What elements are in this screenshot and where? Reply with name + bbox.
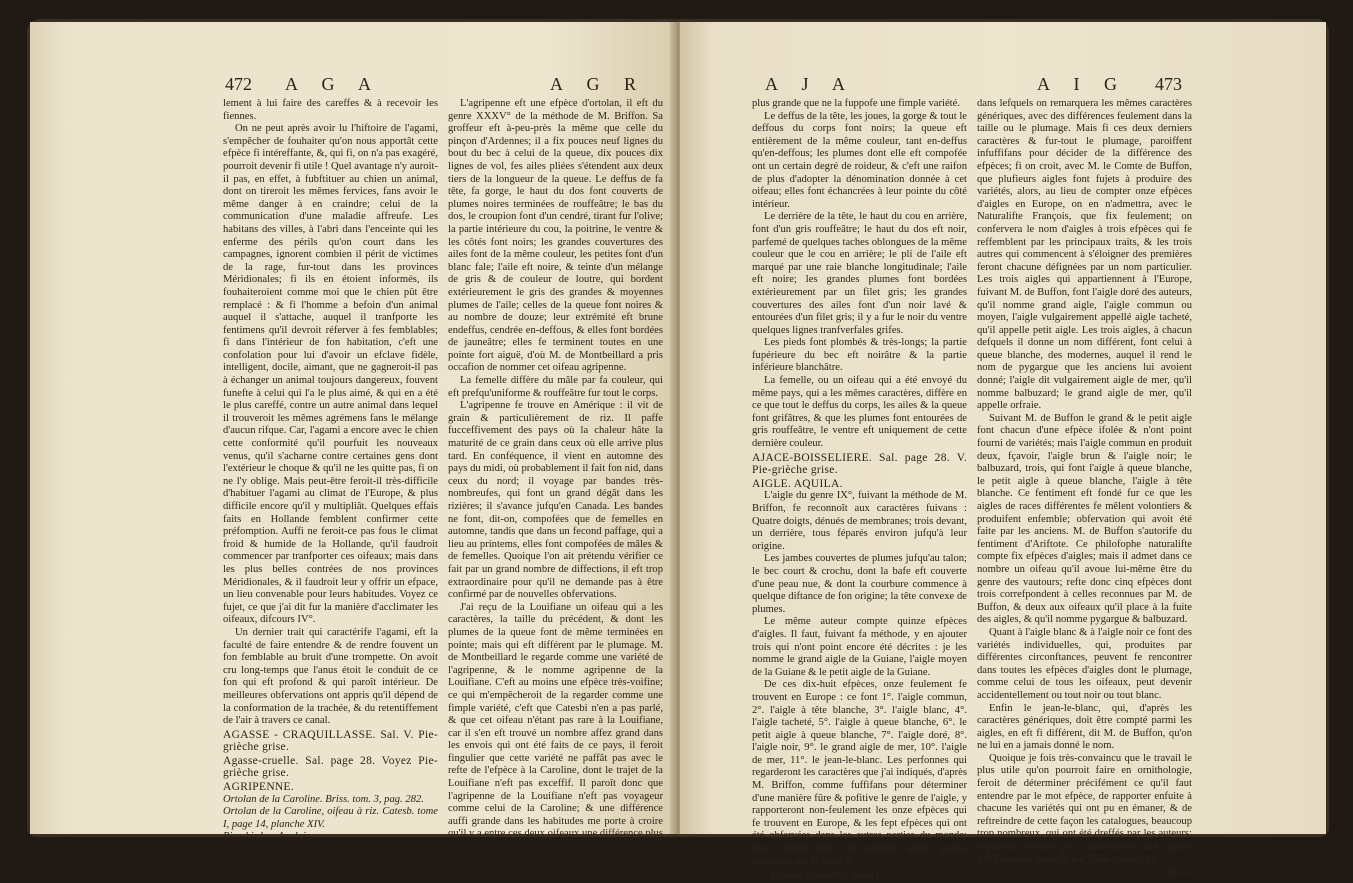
running-head-right-1: A J A (765, 74, 856, 94)
paragraph: De ces dix-huit efpèces, onze feulement fe trouvent en Europe : ce font 1°. l'aigle commun, 2°. l'aigle à tête blanche, 3°. l'aigle blanc, 4°. l'aigle tacheté, 5°. l'aigle à queue blanche, 6°. le petit aigle à queue blanche, 7°. l'aigle doré, 8°. l'aigle noir, 9°. le grand aigle de mer, 10°. l'aigle de mer, 11°. le jean-le-blanc. Les perfonnes qui regarderont les caractères que j'ai indiqués, d'après M. Briffon, comme fuffifans pour déterminer d'une manière fûre & pofitive le genre de l'aigle, y rapporteront non-feulement les onze efpèces qui fe trouvent en Europe, & les fept efpèces qui ont été obfervées dans les autres parties du monde; mais même tous les oifeaux qu'on pourra connoître par la fuite, & (752, 679, 967, 867)
left-page-header (30, 74, 676, 96)
paragraph: Les jambes couvertes de plumes jufqu'au talon; le bec court & crochu, dont la bafe eft couverte d'une peau nue, & dont la courbure commence à quelque diftance de fon origine; la tête convexe de plumes. (752, 553, 967, 615)
entry-heading: AJACE-BOISSELIERE. Sal. page 28. V. Pie-grièche grise. (752, 451, 967, 477)
paragraph: J'ai reçu de la Louifiane un oifeau qui a les caractères, la taille du précédent, & dont les plumes de la queue font de même terminées en pointe; mais qui eft différent par le plumage. M. de Montbeillard le regarde comme une variété de l'agripenne, & le nomme agripenne de la Louifiane. C'eft au moins une efpèce très-voifine; ce qui m'empêcheroit de la regarder comme une fimple variété, c'eft que Catesbi n'en a pas parlé, & que cet oifeau n'étant pas rare à la Louifiane, car il s'en eft trouvé un nombre affez grand dans les envois qui ont été faits de ce pays, il feroit fingulier que cette variété ne paffât pas avec le refte de l'efpèce à la Caroline, dont le trajet de la Louifiane n'eft pas exceffif. Il paroît donc que l'agripenne de la Louifiane n'eft pas voyageur comme celui de la Caroline; & une différence auffi grande dans les habitudes me porte à croire qu'il y a entre ces deux oifeaux une différence plus (448, 601, 663, 840)
paragraph: Enfin le jean-le-blanc, qui, d'après les caractères génériques, doit être compté parmi les aigles, en eft fi différent, dit M. de Buffon, qu'on ne lui en a jamais donné le nom. (977, 702, 1192, 752)
page-footer: Hiftoire Naturelle. Tome I. (770, 870, 883, 882)
paragraph: lement à lui faire des careffes & à recevoir les fiennes. (223, 98, 438, 122)
entry-heading: AGASSE - CRAQUILLASSE. Sal. V. Pie-grièche grise. (223, 728, 438, 754)
entry-heading: Agasse-cruelle. Sal. page 28. Voyez Pie-grièche grise. (223, 754, 438, 780)
paragraph: dans lefquels on remarquera les mêmes caractères génériques, avec des différences feulement dans la taille ou le plumage. Mais fi ces deux derniers caractères & fur-tout le plumage, paroiffent infuffifans pour décider de la différence des efpèces; fi on croit, avec M. le Comte de Buffon, que plufieurs aigles font fujets à produire des variétés, alors, au lieu de compter onze efpèces d'aigles en Europe, on en n'admettra, avec le Naturalifte François, que fix feulement; on confervera le nom d'aigles à trois efpèces qui fe reffemblent par les principaux traits, & les trois autres qui commencent à s'éloigner des premières feront chacune défignées par un nom particulier. Les trois aigles qui appartiennent à l'Europe, fuivant M. de Buffon, font l'aigle doré des auteurs, qu'il nomme grand aigle, l'aigle commun ou moyen, l'aigle vulgairement appellé aigle tacheté, qu'il appelle petit aigle. Les trois aigles, à chacun defquels il donne un nom différent, font celui à queue blanche, des modernes, auquel il rend le nom de pygargue que les anciens lui avoient donné; l'aigle dit vulgairement aigle de mer, qu'il nomme balbuzard; le grand aigle de mer, qu'il appelle orfraie. (977, 98, 1192, 412)
entry-heading: AIGLE. AQUILA. (752, 477, 843, 490)
right-page (680, 22, 1326, 882)
running-head-left-2: A G R (550, 74, 647, 94)
paragraph: L'agripenne fe trouve en Amérique : il vit de grain & particulièrement de riz. Il paffe fucceffivement des pays où la chaleur hâte la maturité de ce grain dans ceux où elle arrive plus tard. En conféquence, il vient en automne des pays du midi, où probablement il fait fon nid, dans ceux du nord; il voyage par bandes très-nombreufes, qui font un grand dégât dans les rizières; il s'avance jufqu'en Canada. Les bandes ne font, dit-on, compofées que de femelles en automne, tandis que dans un fecond paffage, qui a lieu au printems, elles font compofées de mâles & de femelles. Quoique l'on ait prétendu vérifier ce fait par un grand nombre de diffections, il eft trop extraordinaire pour qu'il ne demande pas à être confirmé par de nouvelles obfervations. (448, 400, 663, 601)
paragraph: Quoique je fois très-convaincu que le travail le plus utile qu'on pourroit faire en ornithologie, feroit de déterminer précifément ce qu'il faut entendre par le mot efpèce, de rapporter enfuite à chacune les variétés qui ont pu en émaner, & de reftreindre de cette façon les catalogues, beaucoup trop nombreux, qui ont été dreffés par les auteurs; cependant n'étant pas, relativement aux aigles, fuffifamment autorifé par l'obfervation, en (977, 752, 1192, 865)
left-page-column-2 (448, 98, 663, 840)
paragraph: La femelle, ou un oifeau qui a été envoyé du même pays, qui a les mêmes caractères, diffère en ce que tout le deffus du corps, les ailes & la queue font grifâtres, & que les plumes font entourées de gris rouffeâtre, le ventre eft uniquement de cette dernière couleur. (752, 375, 967, 450)
signature-mark: O o o (1168, 867, 1192, 879)
page-number-left: 472 (225, 74, 252, 94)
paragraph: L'agripenne eft une efpèce d'ortolan, il eft du genre XXXV° de la méthode de M. Briffon. Sa groffeur eft à-peu-près la même que celle du pinçon d'Ardennes; il a fix pouces neuf lignes du bout du bec à celui de la queue, dix pouces dix lignes de vol, fes ailes pliées s'étendent aux deux tiers de la longueur de la queue. Le deffus de fa tête, fa gorge, le haut du dos font couverts de plumes noires terminées de rouffeâtre; le bas du dos, le croupion font d'un cendré, tirant fur l'olive; la partie intérieure du cou, la poitrine, le ventre & les côtés font noirs; les grandes couvertures des ailes font de la même couleur, les petites font d'un blanc fale; l'aile eft noire, & teinte d'un mélange de gris & de couleur de loutre, qui bordent extérieurement le gris des grandes & moyennes plumes de l'aile; celles de la queue font noires & au nombre de douze; leur extrémité eft brune endeffus, cendrée en-deffous, & elles font bordées de jauneâtre; elles fe terminent toutes en une pointe fort aiguë, d'où M. de Montbeillard a pris occafion de nommer cet oifeau agripenne. (448, 98, 663, 374)
running-head-right-2: A I G (1037, 74, 1127, 94)
paragraph: Quant à l'aigle blanc & à l'aigle noir ce font des variétés individuelles, qui, produites par différentes circonftances, peuvent fe rencontrer dans toutes les efpèces d'aigles dont le plumage, comme celui de tous les oifeaux, peut devenir accidentellement ou tout noir ou tout blanc. (977, 626, 1192, 701)
paragraph: On ne peut après avoir lu l'hiftoire de l'agami, s'empêcher de fouhaiter qu'on nous apportât cette efpèce fi intéreffante, &, qui fi, on n'a pas exagéré, pourroit devenir fi utile ! Quel avantage n'y auroit-il pas, en effet, à fubftituer au chien un animal, dont on tireroit les mêmes fervices, fans avoir le même danger à en craindre; celui de la communication d'une maladie affreufe. Les habitans des villes, à l'abri dans l'enceinte qui les enferme des périls qu'on court dans les campagnes, ignorent combien il périt de victimes de la rage, fur-tout dans les provinces Méridionales; fi ils en étoient informés, ils fouhaiteroient comme moi que le chien pût être remplacé : & fi l'homme a befoin d'un animal auquel il s'attache, auquel il tranfporte les fentimens qu'il devroit réferver à fes femblables; fi dans l'intérieur de fon habitation, c'eft une confolation pour lui d'avoir un efclave fidèle, intelligent, docile, aimant, que ne gagneroit-il pas à échanger un animal toujours dangereux, fouvent funefte à celui qui l'a le plus aimé, & qui en a été le plus careffé, contre un autre animal dans lequel il trouveroit les mêmes agrémens fans le mélange d'aucun rifque. Car, l'agami a encore avec le chien cette conformité qu'il pourfuit les nouveaux venus, qu'il s'acharne contre certaines gens dont l'extérieur le choque & qu'il ne les quitte pas, fi on ne l'y oblige. Mais peut-être feroit-il très-difficile d'habituer l'agami au climat de l'Europe, & plus difficile encore qu'il y multipliât. Quelques effais faits en Hollande femblent confirmer cette préfomption. Auffi ne feroit-ce pas fous le climat froid & humide de la Hollande, qu'il faudroit commencer par tranfporter ces oifeaux; mais dans les plus belles contrées de nos provinces Méridionales, & il faudroit leur y offrir un efpace, un lieu convenable pour leurs habitudes. Voyez ce fujet, ce que j'ai dit fur la manière d'acclimater les oifeaux, difcours IV°. (223, 123, 438, 626)
left-page-column-1 (223, 98, 438, 843)
right-page-header (680, 74, 1326, 96)
running-head-left-1: A G A (285, 74, 382, 94)
paragraph: Le derrière de la tête, le haut du cou en arrière, font d'un gris rouffeâtre; le haut du dos eft noir, parfemé de quelques taches oblongues de la même couleur que le cou en arrière; le pli de l'aile eft marqué par une raie blanche longitudinale; l'aile eft noire; les grandes plumes font bordées extérieurement par un filet gris; les grandes couvertures des ailes font d'un noir lavé & entourées d'un filet gris; il y a fur le noir du ventre quelques lignes tranfverfales grifes. (752, 211, 967, 336)
paragraph: Le deffus de la tête, les joues, la gorge & tout le deffous du corps font noirs; la queue eft entièrement de la même couleur, tant en-deffus qu'en-deffous; les plumes dont elle eft compofée ont un certain degré de roideur, & c'eft une raifon de plus d'adopter la dénomination donnée à cet oifeau; elles font échancrées à leur pointe du côté intérieur. (752, 110, 967, 210)
synonym-line: Ortolan de la Caroline, oifeau à riz. Catesb. tome I, page 14, planche XIV. (223, 806, 438, 830)
paragraph: Les pieds font plombés & très-longs; la partie fupérieure du bec eft noirâtre & la partie inférieure blanchâtre. (752, 337, 967, 374)
page-number-right: 473 (1155, 74, 1182, 94)
paragraph: plus grande que ne la fuppofe une fimple variété. (752, 98, 960, 109)
right-page-column-2 (977, 98, 1192, 879)
open-book (30, 22, 1326, 882)
entry-heading: AGRIPENNE. (223, 781, 295, 794)
right-page-column-1 (752, 98, 967, 882)
left-page (30, 22, 676, 843)
paragraph: La femelle diffère du mâle par fa couleur, qui eft prefqu'uniforme & rouffeâtre fur tout le corps. (448, 375, 663, 399)
paragraph: Suivant M. de Buffon le grand & le petit aigle font chacun d'une efpèce ifolée & n'ont point fourni de variétés; mais l'aigle commun en produit deux, fçavoir, l'aigle brun & l'aigle noir; le balbuzard, trois, qui font l'aigle à queue blanche, le petit aigle à queue blanche, l'aigle à tête blanche. Ce fentiment eft fondé fur ce que les aigles de races différentes fe mêlent volontiers & produifent enfemble; obfervation qui avoit été faite par les anciens. M. de Buffon s'autorife du fentiment d'Ariftote. Ce philofophe naturalifte compte fix efpèces d'aigles; mais il admet dans ce nombre un oifeau qu'il avoue lui-même être du genre des vautours; refte donc cinq efpèces dont trois correfpondent à celles reconnues par M. de Buffon, & deux aux oifeaux qu'il place à la fuite des aigles, & qu'il nomme pygargue & balbuzard. (977, 412, 1192, 626)
paragraph: Un dernier trait qui caractérife l'agami, eft la faculté de faire entendre & de rendre fouvent un fon femblable au bruit d'une trompette. On avoit cru long-temps que l'anus étoit le conduit de ce fon qui eft profond & qui paroît intérieur. De meilleures obfervations ont appris qu'il dépend de la conformation de la trachée, & du retentiffement de l'air à travers ce canal. (223, 626, 438, 727)
synonym-line: Ortolan de la Caroline. Briss. tom. 3, pag. 282. (223, 793, 424, 805)
paragraph: L'aigle du genre IX°, fuivant la méthode de M. Briffon, fe reconnoît aux caractères fuivans : Quatre doigts, dénués de membranes; trois devant, un derrière, tous féparés environ jufqu'à leur origine. (752, 490, 967, 552)
synonym-line: Rice-bird en Anglois. (223, 831, 313, 843)
paragraph: Le même auteur compte quinze efpèces d'aigles. Il faut, fuivant fa méthode, y en ajouter trois qui n'ont point encore été décrites : je les nomme le grand aigle de la Guiane, l'aigle moyen de la Guiane & le petit aigle de la Guiane. (752, 616, 967, 678)
